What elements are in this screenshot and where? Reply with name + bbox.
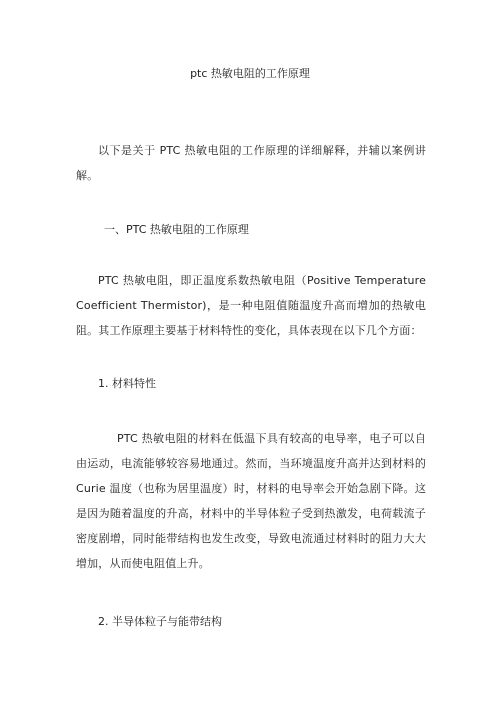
- section-heading: 一、PTC 热敏电阻的工作原理: [104, 223, 249, 236]
- intro-paragraph: 以下是关于 PTC 热敏电阻的工作原理的详细解释，并辅以案例讲解。: [76, 144, 426, 182]
- subsection-paragraph: PTC 热敏电阻的材料在低温下具有较高的电导率，电子可以自由运动，电流能够较容易地通过。然而，当环境温度升高并达到材料的 Curie 温度（也称为居里温度）时，材料的电导率会开始急剧下降。这是因为随着温度的升高，材料中的半导体粒子受到热激发，电荷载流子密度剧增，同时能带结构也发生改变，导致电流通过材料时的阻力大大增加，从而使电阻值上升。: [76, 432, 426, 570]
- section-paragraph: PTC 热敏电阻，即正温度系数热敏电阻（Positive Temperature Coefficient Thermistor)，是一种电阻值随温度升高而增加的热敏电阻。其工作原理主要基于材料特性的变化，具体表现在以下几个方面：: [76, 274, 426, 337]
- subsection-heading: 1. 材料特性: [98, 377, 156, 390]
- subsection-heading: 2. 半导体粒子与能带结构: [98, 615, 222, 628]
- document-title: ptc 热敏电阻的工作原理: [190, 67, 310, 80]
